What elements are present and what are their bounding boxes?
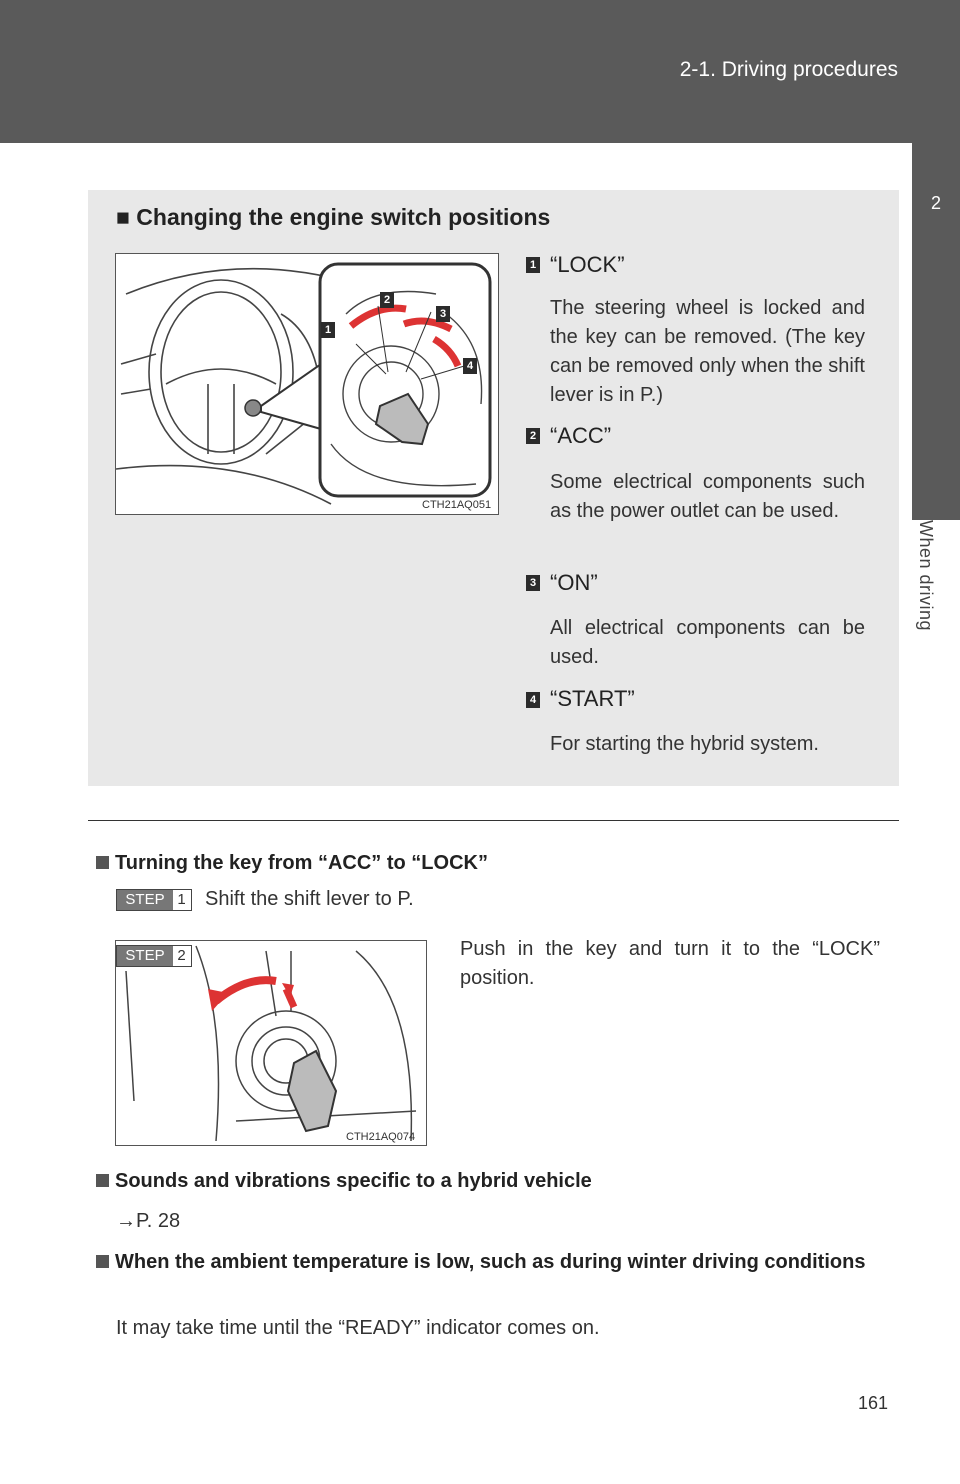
position-badge-3: 3: [526, 575, 540, 591]
position-title-start: “START”: [550, 686, 635, 711]
step-2-badge: STEP 2: [116, 945, 192, 967]
figure-code-2: CTH21AQ074: [346, 1131, 416, 1143]
step-1-badge: STEP 1: [116, 889, 192, 911]
key-turn-figure: [115, 940, 427, 1146]
divider: [88, 820, 899, 821]
figure-code: CTH21AQ051: [422, 499, 492, 511]
position-desc-on: All electrical components can be used.: [550, 617, 865, 668]
section-title: 2-1. Driving procedures: [679, 58, 898, 81]
position-badge-4: 4: [526, 692, 540, 708]
position-title-on: “ON”: [550, 570, 598, 595]
position-desc-acc: Some electrical components such as the power outlet can be used.: [550, 471, 865, 522]
callout-1: 1: [321, 322, 335, 338]
position-desc-start: For starting the hybrid system.: [550, 733, 819, 755]
page-number: 161: [858, 1393, 889, 1413]
panel-title: ■ Changing the engine switch positions: [116, 204, 551, 230]
turn-left-arrow: [216, 980, 276, 1001]
section-heading-sounds: Sounds and vibrations specific to a hybrid vehicle: [96, 1170, 592, 1193]
position-title-acc: “ACC”: [550, 423, 612, 448]
square-bullet-icon: [96, 856, 109, 869]
position-badge-1: 1: [526, 257, 540, 273]
position-title-lock: “LOCK”: [550, 252, 625, 277]
cold-text: It may take time until the “READY” indicator comes on.: [116, 1317, 600, 1339]
page-reference: →P. 28: [116, 1210, 181, 1232]
section-heading-turning: Turning the key from “ACC” to “LOCK”: [96, 852, 488, 875]
key-shape-2: [288, 1051, 336, 1131]
key-turn-illustration: [116, 941, 426, 1145]
callout-4: 4: [463, 358, 477, 374]
step-1-text: Shift the shift lever to P.: [205, 888, 414, 910]
chapter-label: When driving: [916, 520, 936, 632]
callout-2: 2: [380, 292, 394, 308]
position-desc-lock: The steering wheel is locked and the key can be removed. (The key can be removed only when the shift lever is in P.): [550, 297, 865, 406]
step-2-text: Push in the key and turn it to the “LOCK” position.: [460, 938, 880, 989]
square-bullet-icon: [96, 1255, 109, 1268]
callout-3: 3: [436, 306, 450, 322]
engine-switch-figure: [115, 253, 499, 515]
section-heading-cold: When the ambient temperature is low, such as during winter driving conditions: [96, 1248, 916, 1277]
dashboard-illustration: [116, 254, 498, 514]
chapter-number: 2: [930, 193, 941, 213]
square-bullet-icon: [96, 1174, 109, 1187]
position-badge-2: 2: [526, 428, 540, 444]
